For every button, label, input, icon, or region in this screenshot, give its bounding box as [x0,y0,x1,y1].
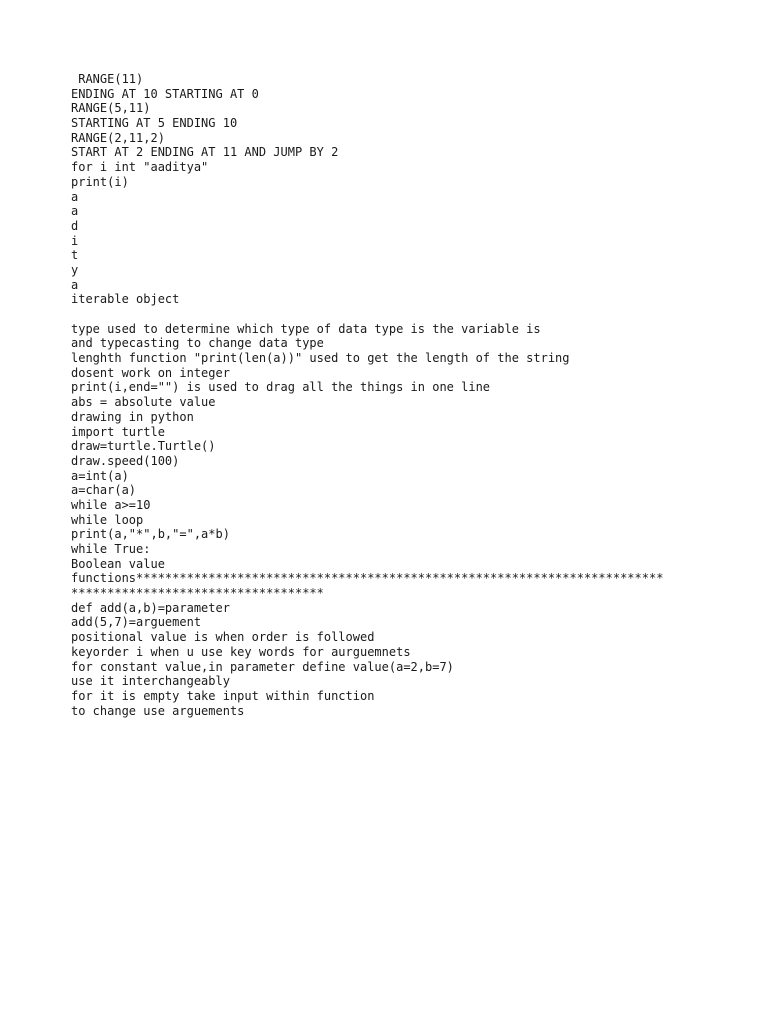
text-line: draw.speed(100) [71,453,180,468]
text-line: a [71,189,79,204]
text-line: d [71,218,79,233]
text-line: print(i,end="") is used to drag all the things in one line [71,380,491,395]
blank-line [71,307,751,322]
text-line: Boolean value [71,556,165,571]
text-line: use it interchangeably [71,674,230,689]
text-line: draw=turtle.Turtle() [71,439,216,454]
text-line: START AT 2 ENDING AT 11 AND JUMP BY 2 [71,145,339,160]
text-line: t [71,248,79,263]
text-line: print(i) [71,174,129,189]
text-line: a [71,277,79,292]
text-line: y [71,262,79,277]
text-line: iterable object [71,292,180,307]
text-line: dosent work on integer [71,365,230,380]
text-line: drawing in python [71,409,194,424]
text-line: a [71,204,79,219]
text-line: add(5,7)=arguement [71,615,202,630]
text-line: positional value is when order is followed [71,630,375,645]
text-line: STARTING AT 5 ENDING 10 [71,116,238,131]
text-line: while True: [71,542,151,556]
text-line: for constant value,in parameter define value(a=2,b=7) [71,659,454,674]
document-text [71,72,751,718]
text-line: and typecasting to change data type [71,336,324,351]
text-line: to change use arguements [71,703,245,718]
text-line: a=char(a) [71,483,137,498]
text-line: RANGE(2,11,2) [71,130,165,145]
text-line: a=int(a) [71,468,129,483]
text-line: ENDING AT 10 STARTING AT 0 [71,86,259,101]
text-line: lenghth function "print(len(a))" used to get the length of the string [71,351,570,366]
text-line: *********************************** [71,586,324,601]
text-line: functions************************************************************************* [71,571,664,586]
text-line: i [71,233,79,248]
text-line: RANGE(11) [71,72,144,86]
text-line: keyorder i when u use key words for aurguemnets [71,644,411,659]
text-line: print(a,"*",b,"=",a*b) [71,527,230,542]
text-line: RANGE(5,11) [71,101,151,116]
text-line: for i int "aaditya" [71,160,209,175]
text-line: def add(a,b)=parameter [71,600,230,615]
text-line: while a>=10 [71,497,151,512]
text-line: import turtle [71,424,165,439]
text-line: while loop [71,512,144,527]
text-line: type used to determine which type of data type is the variable is [71,321,541,336]
text-line: for it is empty take input within function [71,688,375,703]
text-line: abs = absolute value [71,395,216,410]
